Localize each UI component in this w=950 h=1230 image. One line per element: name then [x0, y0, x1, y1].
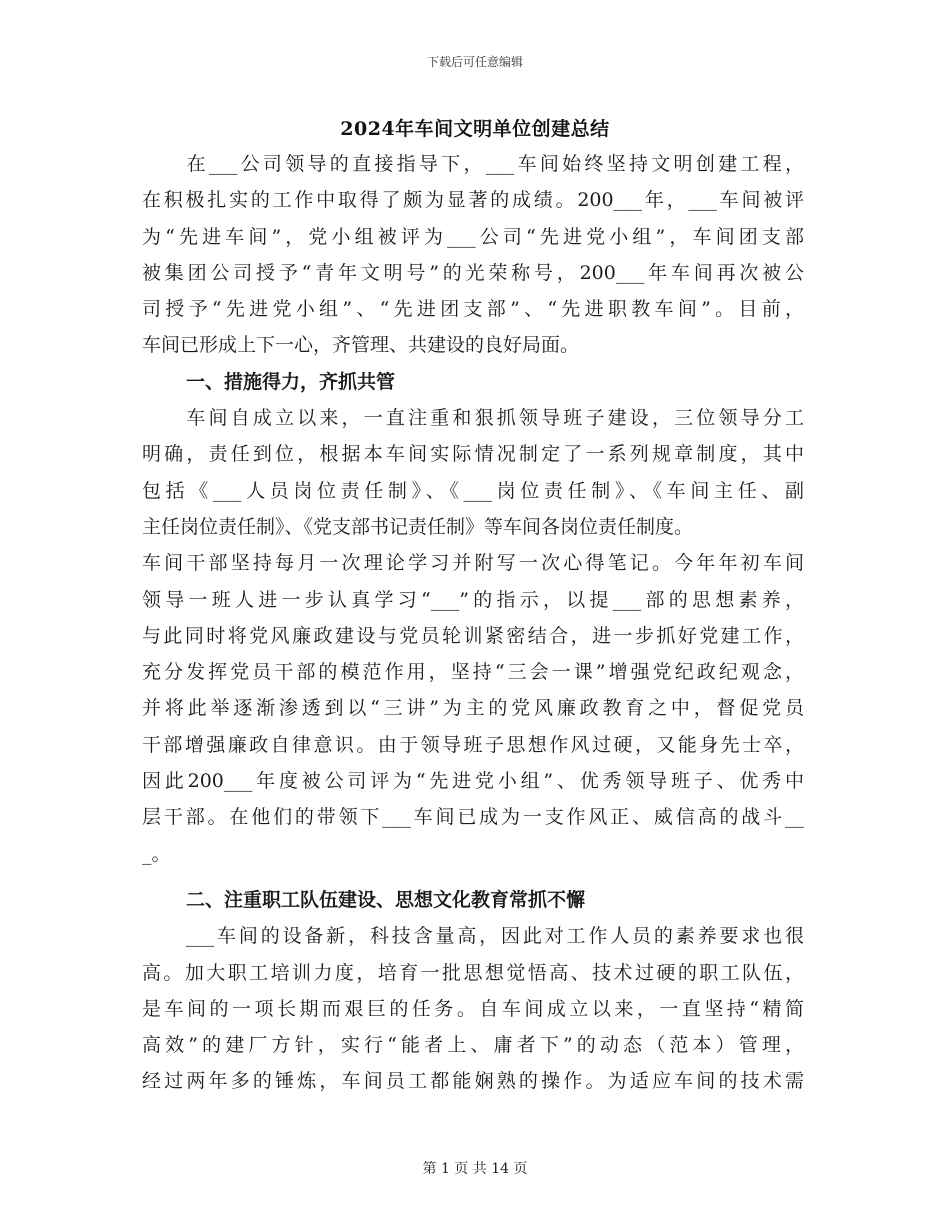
- paragraph-line: 在___公司领导的直接指导下，___车间始终坚持文明创建工程，: [142, 153, 804, 175]
- paragraph-line: 被集团公司授予“青年文明号”的光荣称号，200___年车间再次被公: [142, 261, 804, 284]
- paragraph-line: 高效”的建厂方针，实行“能者上、庸者下”的动态（范本）管理，: [142, 1034, 804, 1057]
- paragraph-line: 经过两年多的锤炼，车间员工都能娴熟的操作。为适应车间的技术需: [142, 1070, 804, 1093]
- paragraph-line: 包括《___人员岗位责任制》、《___岗位责任制》、《车间主任、副: [142, 479, 804, 502]
- paragraph-line: 高。加大职工培训力度，培育一批思想觉悟高、技术过硬的职工队伍，: [142, 961, 804, 984]
- document-body: [142, 146, 804, 1100]
- paragraph-line: ___车间的设备新，科技含量高，因此对工作人员的素养要求也很: [142, 925, 804, 948]
- paragraph-line: 层干部。在他们的带领下___车间已成为一支作风正、威信高的战斗__: [142, 806, 804, 829]
- section-gap: [142, 872, 804, 882]
- document-title: 2024年车间文明单位创建总结: [340, 118, 610, 140]
- paragraph-line: 是车间的一项长期而艰巨的任务。自车间成立以来，一直坚持“精简: [142, 997, 804, 1020]
- paragraph-line: 并将此举逐渐渗透到以“三讲”为主的党风廉政教育之中，督促党员: [142, 697, 804, 720]
- section-heading: 一、措施得力，齐抓共管: [186, 370, 396, 393]
- paragraph-line: 车间干部坚持每月一次理论学习并附写一次心得笔记。今年年初车间: [142, 552, 804, 575]
- paragraph-line: 因此200___年度被公司评为“先进党小组”、优秀领导班子、优秀中: [142, 770, 804, 793]
- paragraph-line: 车间自成立以来，一直注重和狠抓领导班子建设，三位领导分工: [142, 407, 804, 430]
- paragraph-line: 司授予“先进党小组”、“先进团支部”、“先进职教车间”。目前，: [142, 298, 804, 321]
- section-heading: 二、注重职工队伍建设、思想文化教育常抓不懈: [186, 888, 586, 911]
- paragraph-line: 明确，责任到位，根据本车间实际情况制定了一系列规章制度，其中: [142, 443, 804, 466]
- paragraph-line: 领导一班人进一步认真学习“___”的指示，以提___部的思想素养，: [142, 588, 804, 611]
- paragraph-line: _。: [142, 842, 171, 865]
- paragraph-line: 充分发挥党员干部的模范作用，坚持“三会一课”增强党纪政纪观念，: [142, 661, 804, 684]
- paragraph-line: 干部增强廉政自律意识。由于领导班子思想作风过硬，又能身先士卒，: [142, 733, 804, 756]
- header-note: 下载后可任意编辑: [426, 55, 523, 69]
- paragraph-line: 与此同时将党风廉政建设与党员轮训紧密结合，进一步抓好党建工作，: [142, 624, 804, 647]
- paragraph-line: 车间已形成上下一心，齐管理、共建设的良好局面。: [142, 334, 580, 357]
- paragraph-line: 在积极扎实的工作中取得了颇为显著的成绩。200___年，___车间被评: [142, 189, 804, 212]
- paragraph-line: 为“先进车间”，党小组被评为___公司“先进党小组”，车间团支部: [142, 225, 804, 248]
- page-number: 第 1 页 共 14 页: [422, 1161, 528, 1177]
- paragraph-line: 主任岗位责任制》、《党支部书记责任制》等车间各岗位责任制度。: [142, 515, 694, 538]
